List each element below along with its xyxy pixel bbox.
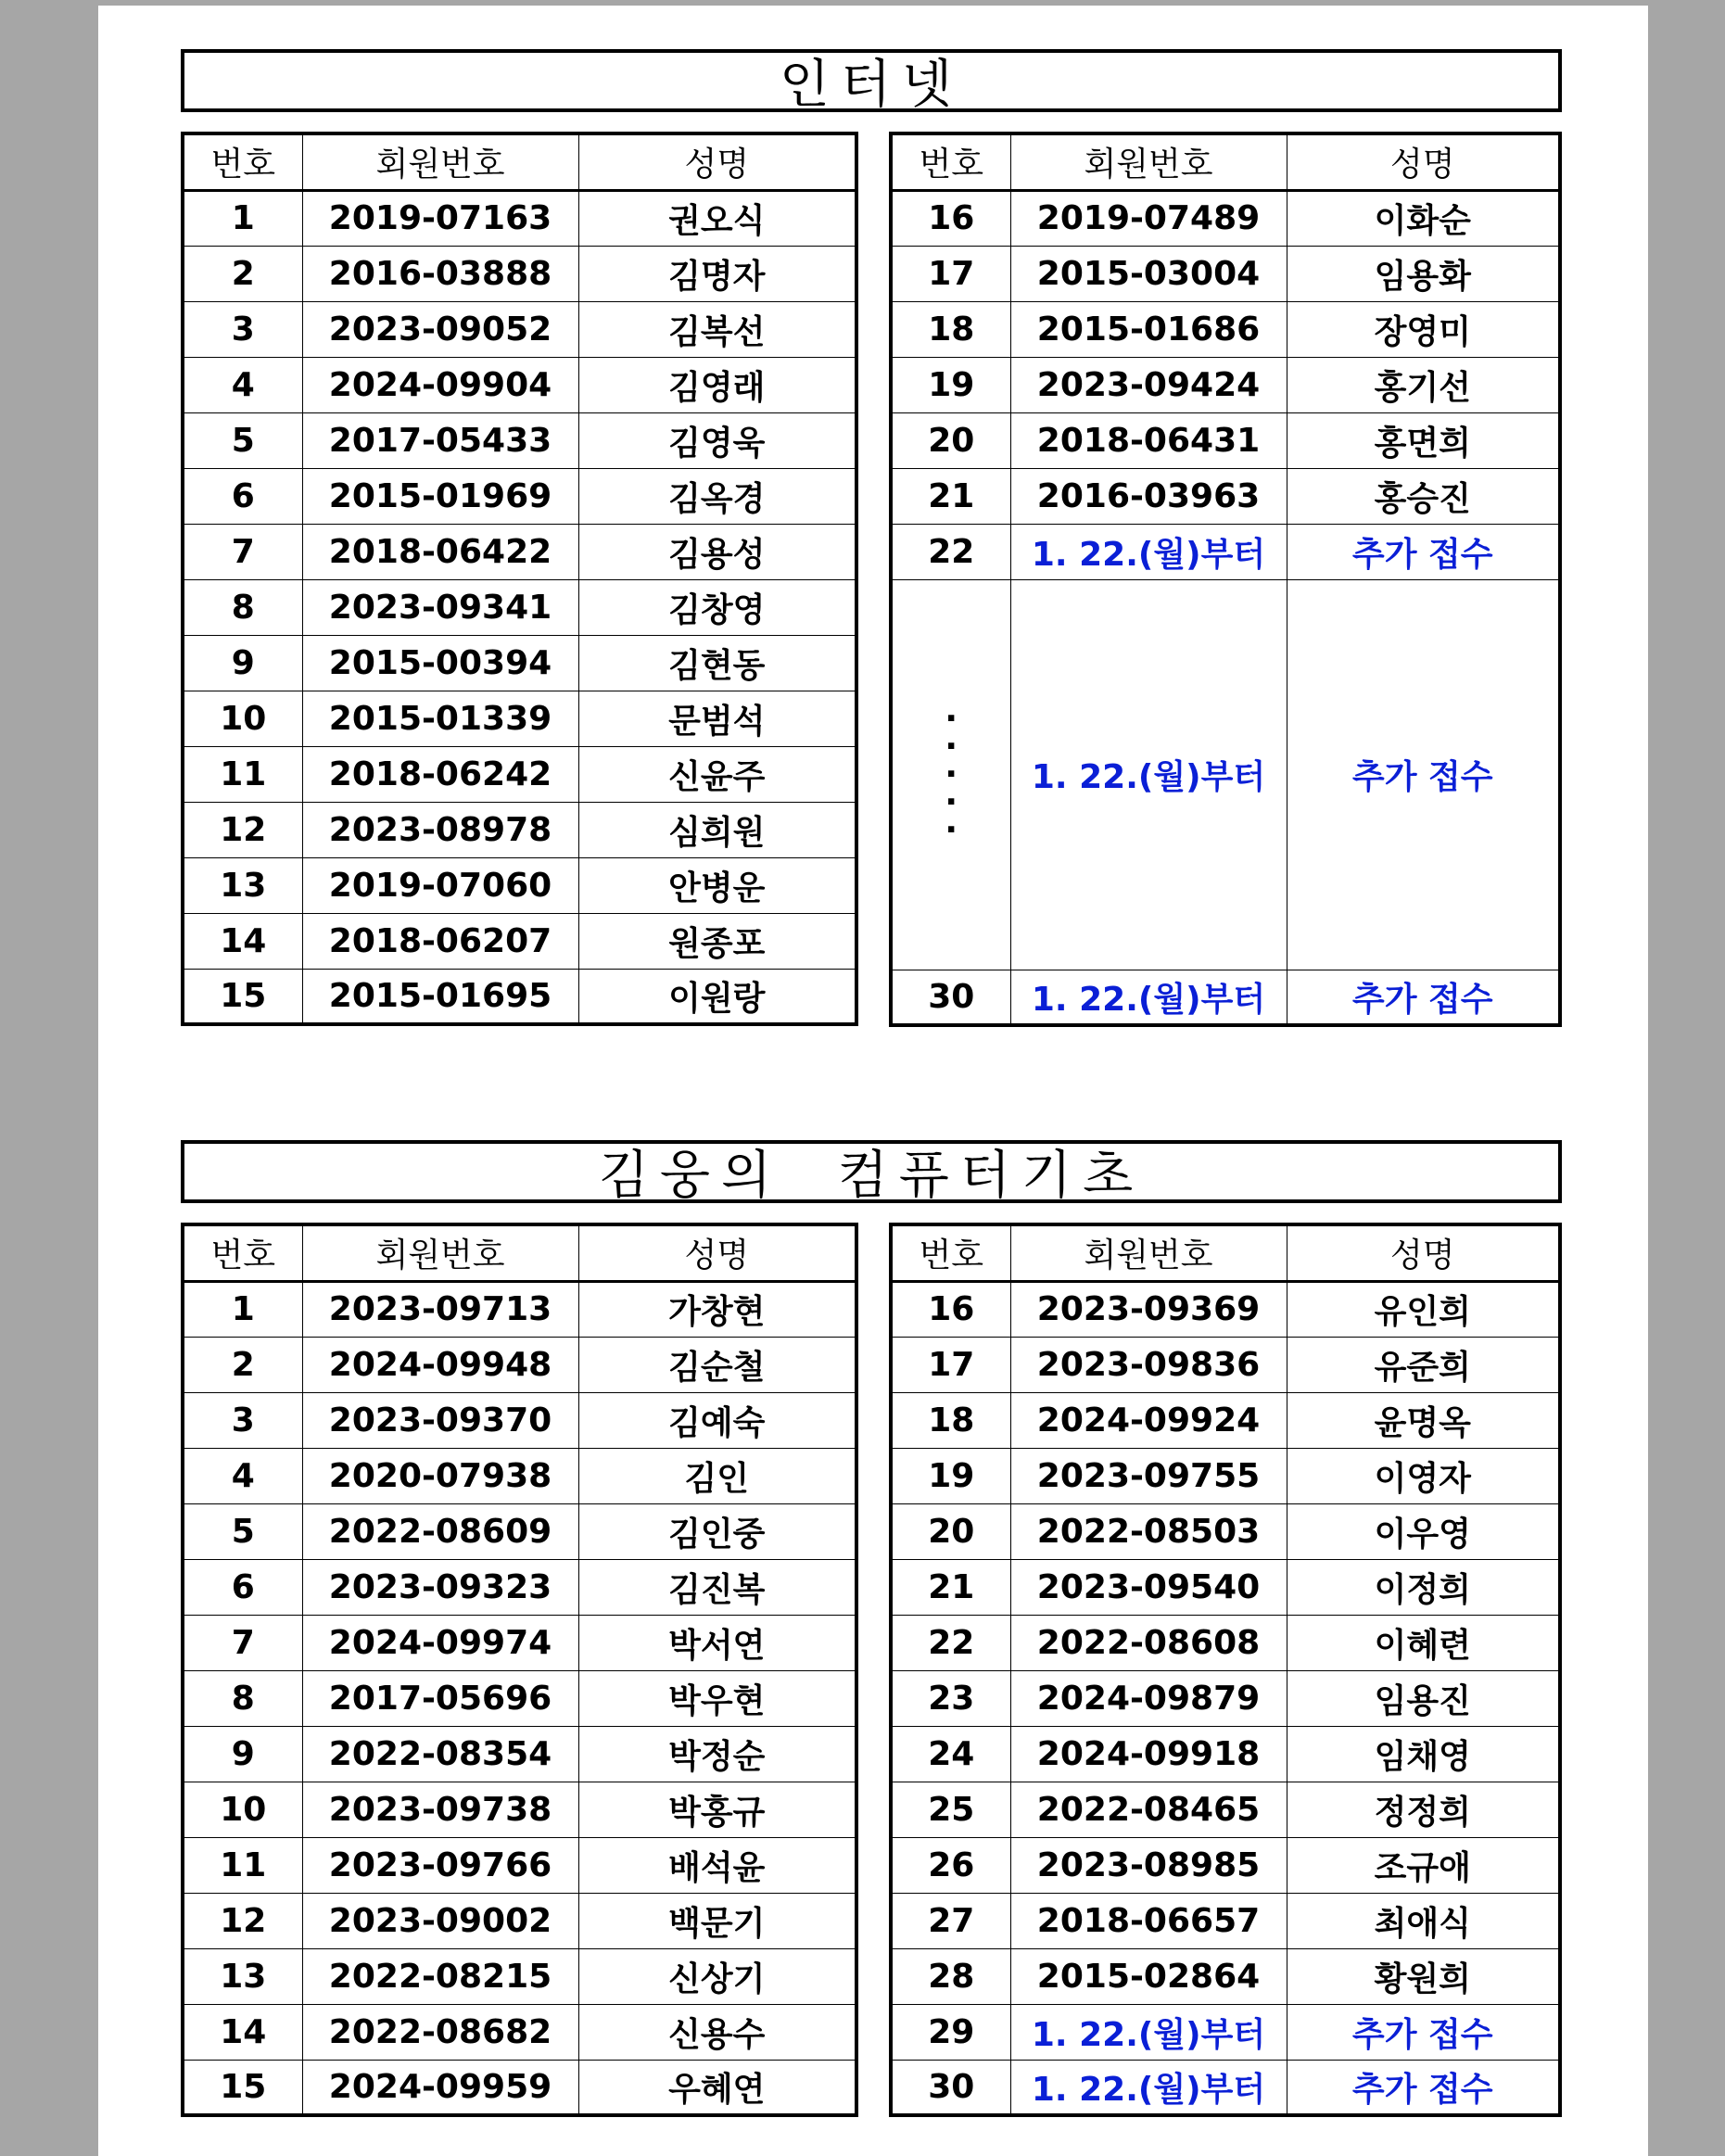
row-number: 9 bbox=[183, 635, 302, 691]
table-row bbox=[183, 357, 856, 412]
member-id: 2024-09959 bbox=[302, 2060, 578, 2115]
member-id: 2015-01969 bbox=[302, 468, 578, 524]
table-row bbox=[891, 301, 1560, 357]
table-row bbox=[891, 1893, 1560, 1948]
table-row bbox=[183, 579, 856, 635]
member-id: 2018-06422 bbox=[302, 524, 578, 579]
table-row bbox=[891, 1448, 1560, 1503]
member-id: 2024-09904 bbox=[302, 357, 578, 412]
section2-right-table bbox=[889, 1223, 1562, 2117]
table-row bbox=[183, 1448, 856, 1503]
member-name: 임용화 bbox=[1287, 246, 1560, 301]
member-name: 추가 접수 bbox=[1287, 2060, 1560, 2115]
header-member-id: 회원번호 bbox=[1010, 1224, 1287, 1281]
row-number: 21 bbox=[891, 468, 1010, 524]
member-id: 2019-07489 bbox=[1010, 190, 1287, 246]
table-row bbox=[183, 301, 856, 357]
row-number: 11 bbox=[183, 746, 302, 802]
member-name: 임채영 bbox=[1287, 1726, 1560, 1782]
member-name: 김창영 bbox=[578, 579, 856, 635]
header-name: 성명 bbox=[578, 133, 856, 190]
row-number: 23 bbox=[891, 1670, 1010, 1726]
member-name: 이화순 bbox=[1287, 190, 1560, 246]
member-id: 2024-09948 bbox=[302, 1337, 578, 1392]
row-number: 5 bbox=[183, 1503, 302, 1559]
member-id: 2018-06657 bbox=[1010, 1893, 1287, 1948]
row-number: 12 bbox=[183, 1893, 302, 1948]
member-name: 신윤주 bbox=[578, 746, 856, 802]
notice-text: 추가 접수 bbox=[1287, 524, 1560, 579]
member-id: 2015-01686 bbox=[1010, 301, 1287, 357]
table-header-row bbox=[183, 1224, 856, 1281]
member-name: 우혜연 bbox=[578, 2060, 856, 2115]
member-id: 2022-08608 bbox=[1010, 1615, 1287, 1670]
notice-date: 1. 22.(월)부터 bbox=[1010, 970, 1287, 1025]
member-name: 김용성 bbox=[578, 524, 856, 579]
member-id: 2023-09370 bbox=[302, 1392, 578, 1448]
notice-date: 1. 22.(월)부터 bbox=[1010, 579, 1287, 970]
member-name: 김옥경 bbox=[578, 468, 856, 524]
header-name: 성명 bbox=[1287, 1224, 1560, 1281]
table-row bbox=[183, 746, 856, 802]
table-row bbox=[891, 524, 1560, 579]
row-number: 14 bbox=[183, 2004, 302, 2060]
member-name: 윤명옥 bbox=[1287, 1392, 1560, 1448]
member-name: 원종포 bbox=[578, 913, 856, 969]
member-name: 유인희 bbox=[1287, 1281, 1560, 1337]
member-id: 2024-09879 bbox=[1010, 1670, 1287, 1726]
member-name: 안병운 bbox=[578, 857, 856, 913]
table-row bbox=[891, 1503, 1560, 1559]
member-id: 2018-06207 bbox=[302, 913, 578, 969]
notice-date: 1. 22.(월)부터 bbox=[1010, 524, 1287, 579]
table-row bbox=[183, 1782, 856, 1837]
row-number: 5 bbox=[183, 412, 302, 468]
header-number: 번호 bbox=[183, 1224, 302, 1281]
header-member-id: 회원번호 bbox=[1010, 133, 1287, 190]
table-row bbox=[183, 2060, 856, 2115]
header-number: 번호 bbox=[183, 133, 302, 190]
member-id: 2015-03004 bbox=[1010, 246, 1287, 301]
member-id: 2016-03888 bbox=[302, 246, 578, 301]
table-row bbox=[183, 1392, 856, 1448]
member-name: 유준희 bbox=[1287, 1337, 1560, 1392]
header-name: 성명 bbox=[578, 1224, 856, 1281]
member-id: 2022-08465 bbox=[1010, 1782, 1287, 1837]
member-name: 김영욱 bbox=[578, 412, 856, 468]
member-name: 김현동 bbox=[578, 635, 856, 691]
member-name: 이정희 bbox=[1287, 1559, 1560, 1615]
member-id: 2023-09755 bbox=[1010, 1448, 1287, 1503]
member-name: 홍승진 bbox=[1287, 468, 1560, 524]
member-id: 2015-01339 bbox=[302, 691, 578, 746]
table-row bbox=[183, 1559, 856, 1615]
row-number: 16 bbox=[891, 190, 1010, 246]
notice-text: 추가 접수 bbox=[1287, 970, 1560, 1025]
section1-left-table bbox=[181, 132, 858, 1026]
row-number: 15 bbox=[183, 2060, 302, 2115]
member-id: 2023-09341 bbox=[302, 579, 578, 635]
member-id: 2023-09738 bbox=[302, 1782, 578, 1837]
ellipsis-dots: · · · · · bbox=[891, 579, 1010, 970]
member-name: 심희원 bbox=[578, 802, 856, 857]
member-id: 2022-08215 bbox=[302, 1948, 578, 2004]
member-id: 2015-00394 bbox=[302, 635, 578, 691]
table-row bbox=[183, 1893, 856, 1948]
table-row bbox=[183, 1948, 856, 2004]
row-number: 18 bbox=[891, 301, 1010, 357]
row-number: 25 bbox=[891, 1782, 1010, 1837]
member-name: 배석윤 bbox=[578, 1837, 856, 1893]
member-name: 장영미 bbox=[1287, 301, 1560, 357]
table-row bbox=[183, 524, 856, 579]
member-name: 김인 bbox=[578, 1448, 856, 1503]
row-number: 22 bbox=[891, 524, 1010, 579]
member-id: 2024-09974 bbox=[302, 1615, 578, 1670]
member-name: 백문기 bbox=[578, 1893, 856, 1948]
table-row bbox=[891, 1670, 1560, 1726]
member-name: 김영래 bbox=[578, 357, 856, 412]
member-id: 2017-05696 bbox=[302, 1670, 578, 1726]
member-name: 이영자 bbox=[1287, 1448, 1560, 1503]
table-row bbox=[183, 802, 856, 857]
row-number: 19 bbox=[891, 1448, 1010, 1503]
member-id: 2024-09918 bbox=[1010, 1726, 1287, 1782]
row-number: 6 bbox=[183, 468, 302, 524]
table-row bbox=[183, 1337, 856, 1392]
member-name: 이우영 bbox=[1287, 1503, 1560, 1559]
member-id: 2022-08354 bbox=[302, 1726, 578, 1782]
member-name: 박정순 bbox=[578, 1726, 856, 1782]
row-number: 12 bbox=[183, 802, 302, 857]
row-number: 14 bbox=[183, 913, 302, 969]
row-number: 20 bbox=[891, 412, 1010, 468]
member-id: 2020-07938 bbox=[302, 1448, 578, 1503]
row-number: 6 bbox=[183, 1559, 302, 1615]
member-id: 1. 22.(월)부터 bbox=[1010, 2004, 1287, 2060]
table-row bbox=[891, 1281, 1560, 1337]
member-name: 김진복 bbox=[578, 1559, 856, 1615]
table-header-row bbox=[183, 133, 856, 190]
table-header-row bbox=[891, 1224, 1560, 1281]
row-number: 17 bbox=[891, 1337, 1010, 1392]
row-number: 3 bbox=[183, 1392, 302, 1448]
member-id: 2018-06242 bbox=[302, 746, 578, 802]
table-row bbox=[891, 412, 1560, 468]
table-row bbox=[891, 1726, 1560, 1782]
row-number: 8 bbox=[183, 579, 302, 635]
row-number: 10 bbox=[183, 1782, 302, 1837]
member-id: 2018-06431 bbox=[1010, 412, 1287, 468]
table-row bbox=[891, 2004, 1560, 2060]
row-number: 19 bbox=[891, 357, 1010, 412]
table-row bbox=[891, 1392, 1560, 1448]
section2-title: 김웅의 컴퓨터기초 bbox=[181, 1140, 1562, 1203]
member-name: 홍기선 bbox=[1287, 357, 1560, 412]
row-number: 29 bbox=[891, 2004, 1010, 2060]
member-name: 박서연 bbox=[578, 1615, 856, 1670]
member-name: 홍면희 bbox=[1287, 412, 1560, 468]
member-id: 2022-08682 bbox=[302, 2004, 578, 2060]
table-row bbox=[891, 1615, 1560, 1670]
member-name: 임용진 bbox=[1287, 1670, 1560, 1726]
row-number: 2 bbox=[183, 1337, 302, 1392]
table-row bbox=[183, 1615, 856, 1670]
document-page bbox=[98, 6, 1648, 2156]
table-row bbox=[183, 635, 856, 691]
member-id: 2023-09052 bbox=[302, 301, 578, 357]
row-number: 24 bbox=[891, 1726, 1010, 1782]
row-number: 13 bbox=[183, 1948, 302, 2004]
member-id: 2017-05433 bbox=[302, 412, 578, 468]
header-name: 성명 bbox=[1287, 133, 1560, 190]
table-row bbox=[183, 1726, 856, 1782]
table-row bbox=[891, 1337, 1560, 1392]
member-id: 2023-09766 bbox=[302, 1837, 578, 1893]
table-row bbox=[183, 691, 856, 746]
table-row bbox=[891, 1948, 1560, 2004]
member-name: 문범석 bbox=[578, 691, 856, 746]
row-number: 7 bbox=[183, 1615, 302, 1670]
member-id: 2015-02864 bbox=[1010, 1948, 1287, 2004]
member-name: 최애식 bbox=[1287, 1893, 1560, 1948]
member-id: 2023-08985 bbox=[1010, 1837, 1287, 1893]
member-id: 1. 22.(월)부터 bbox=[1010, 2060, 1287, 2115]
member-id: 2024-09924 bbox=[1010, 1392, 1287, 1448]
table-row bbox=[183, 1281, 856, 1337]
section1-right-table bbox=[889, 132, 1562, 1027]
row-number: 18 bbox=[891, 1392, 1010, 1448]
row-number: 4 bbox=[183, 357, 302, 412]
table-row bbox=[183, 468, 856, 524]
member-id: 2023-09713 bbox=[302, 1281, 578, 1337]
row-number: 10 bbox=[183, 691, 302, 746]
row-number: 1 bbox=[183, 1281, 302, 1337]
row-number: 30 bbox=[891, 2060, 1010, 2115]
member-id: 2022-08503 bbox=[1010, 1503, 1287, 1559]
row-number: 28 bbox=[891, 1948, 1010, 2004]
table-row bbox=[183, 1670, 856, 1726]
member-name: 김복선 bbox=[578, 301, 856, 357]
table-row bbox=[891, 970, 1560, 1025]
table-row bbox=[183, 1837, 856, 1893]
row-number: 3 bbox=[183, 301, 302, 357]
member-name: 김명자 bbox=[578, 246, 856, 301]
table-row bbox=[891, 2060, 1560, 2115]
section2-left-table bbox=[181, 1223, 858, 2117]
row-number: 4 bbox=[183, 1448, 302, 1503]
member-id: 2023-09369 bbox=[1010, 1281, 1287, 1337]
table-row bbox=[891, 1782, 1560, 1837]
member-name: 이혜련 bbox=[1287, 1615, 1560, 1670]
member-id: 2016-03963 bbox=[1010, 468, 1287, 524]
member-id: 2023-09002 bbox=[302, 1893, 578, 1948]
member-name: 김순철 bbox=[578, 1337, 856, 1392]
member-name: 김인중 bbox=[578, 1503, 856, 1559]
row-number: 16 bbox=[891, 1281, 1010, 1337]
header-member-id: 회원번호 bbox=[302, 133, 578, 190]
row-number: 9 bbox=[183, 1726, 302, 1782]
row-number: 21 bbox=[891, 1559, 1010, 1615]
member-name: 권오식 bbox=[578, 190, 856, 246]
table-row bbox=[183, 190, 856, 246]
member-name: 신용수 bbox=[578, 2004, 856, 2060]
table-row bbox=[891, 1837, 1560, 1893]
member-id: 2022-08609 bbox=[302, 1503, 578, 1559]
member-id: 2015-01695 bbox=[302, 969, 578, 1024]
table-row-merged bbox=[891, 579, 1560, 970]
member-name: 가창현 bbox=[578, 1281, 856, 1337]
header-number: 번호 bbox=[891, 1224, 1010, 1281]
header-member-id: 회원번호 bbox=[302, 1224, 578, 1281]
notice-text: 추가 접수 bbox=[1287, 579, 1560, 970]
row-number: 1 bbox=[183, 190, 302, 246]
member-name: 박홍규 bbox=[578, 1782, 856, 1837]
table-row bbox=[183, 246, 856, 301]
row-number: 8 bbox=[183, 1670, 302, 1726]
member-name: 정정희 bbox=[1287, 1782, 1560, 1837]
table-row bbox=[183, 857, 856, 913]
member-name: 추가 접수 bbox=[1287, 2004, 1560, 2060]
table-row bbox=[183, 2004, 856, 2060]
table-row bbox=[891, 246, 1560, 301]
table-row bbox=[183, 969, 856, 1024]
row-number: 13 bbox=[183, 857, 302, 913]
table-row bbox=[183, 1503, 856, 1559]
row-number: 20 bbox=[891, 1503, 1010, 1559]
member-id: 2023-09836 bbox=[1010, 1337, 1287, 1392]
header-number: 번호 bbox=[891, 133, 1010, 190]
member-name: 황원희 bbox=[1287, 1948, 1560, 2004]
table-row bbox=[891, 190, 1560, 246]
row-number: 2 bbox=[183, 246, 302, 301]
table-row bbox=[183, 412, 856, 468]
member-id: 2023-08978 bbox=[302, 802, 578, 857]
table-row bbox=[891, 468, 1560, 524]
member-id: 2019-07163 bbox=[302, 190, 578, 246]
member-id: 2023-09323 bbox=[302, 1559, 578, 1615]
member-id: 2023-09424 bbox=[1010, 357, 1287, 412]
row-number: 15 bbox=[183, 969, 302, 1024]
table-row bbox=[183, 913, 856, 969]
member-id: 2019-07060 bbox=[302, 857, 578, 913]
member-id: 2023-09540 bbox=[1010, 1559, 1287, 1615]
table-header-row bbox=[891, 133, 1560, 190]
section1-title: 인터넷 bbox=[181, 49, 1562, 112]
row-number: 26 bbox=[891, 1837, 1010, 1893]
row-number: 22 bbox=[891, 1615, 1010, 1670]
member-name: 조규애 bbox=[1287, 1837, 1560, 1893]
row-number: 30 bbox=[891, 970, 1010, 1025]
row-number: 11 bbox=[183, 1837, 302, 1893]
member-name: 박우현 bbox=[578, 1670, 856, 1726]
row-number: 17 bbox=[891, 246, 1010, 301]
member-name: 이원랑 bbox=[578, 969, 856, 1024]
row-number: 7 bbox=[183, 524, 302, 579]
table-row bbox=[891, 1559, 1560, 1615]
member-name: 김예숙 bbox=[578, 1392, 856, 1448]
row-number: 27 bbox=[891, 1893, 1010, 1948]
table-row bbox=[891, 357, 1560, 412]
member-name: 신상기 bbox=[578, 1948, 856, 2004]
